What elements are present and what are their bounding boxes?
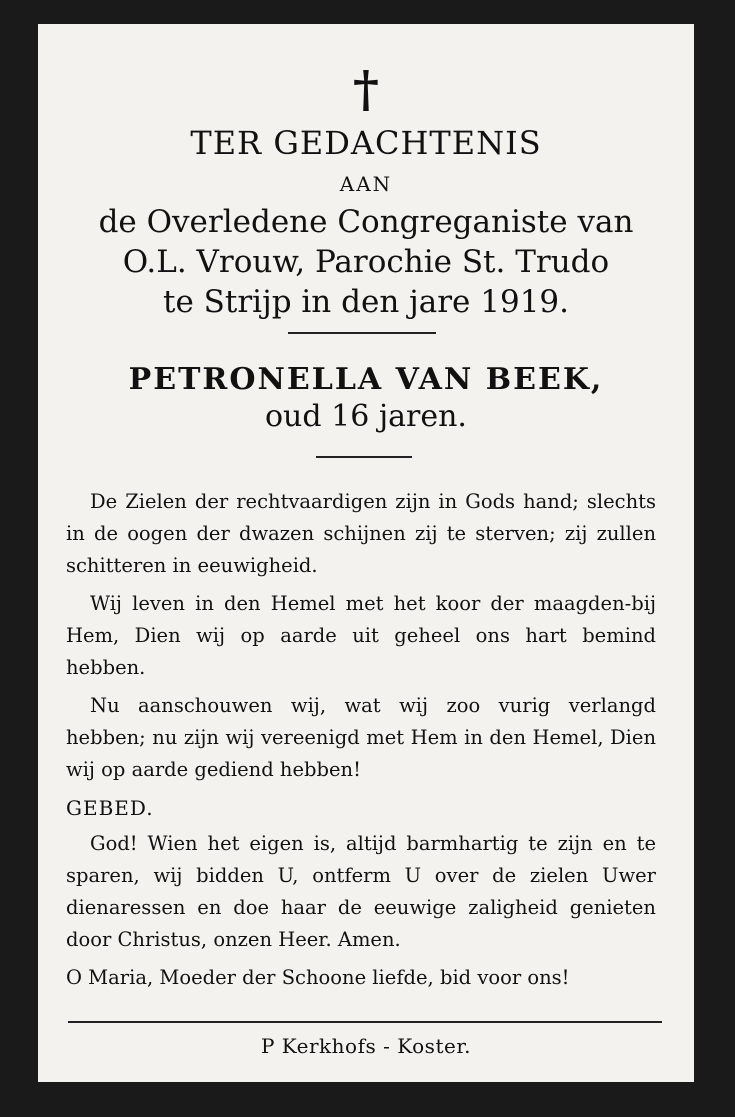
- card-title: TER GEDACHTENIS: [190, 124, 542, 162]
- dedication-line-1: de Overledene Congreganiste van: [98, 204, 634, 240]
- paragraph-1: De Zielen der rechtvaardigen zijn in Gods hand; slechts in de oogen der dwazen schijnen zij te sterven; zij zullen schitteren in eeuwigheid.: [66, 490, 656, 577]
- aan-label: AAN: [339, 172, 393, 196]
- dedication-line-3: te Strijp in den jare 1919.: [163, 284, 569, 320]
- deceased-age: oud 16 jaren.: [265, 399, 467, 434]
- dedication-line-2: O.L. Vrouw, Parochie St. Trudo: [122, 244, 610, 280]
- prayer-text: God! Wien het eigen is, altijd barmhartig te zijn en te sparen, wij bidden U, ontferm U over de zielen Uwer dienaressen en doe haar de eeuwige zaligheid genieten door Christus, onzen Heer. Amen.: [66, 832, 656, 951]
- cross-icon: †: [352, 59, 380, 118]
- closing-invocation: O Maria, Moeder der Schoone liefde, bid voor ons!: [66, 966, 570, 989]
- paragraph-2: Wij leven in den Hemel met het koor der maagden-bij Hem, Dien wij op aarde uit geheel ons hart bemind hebben.: [66, 592, 656, 679]
- card-body: [66, 486, 656, 1000]
- divider-middle: [316, 456, 412, 458]
- prayer-heading: GEBED.: [66, 796, 154, 820]
- memorial-card: [38, 24, 694, 1082]
- divider-top: [288, 332, 436, 334]
- printer-credit: P Kerkhofs - Koster.: [260, 1034, 472, 1058]
- deceased-name: PETRONELLA VAN BEEK,: [128, 362, 604, 397]
- paragraph-3: Nu aanschouwen wij, wat wij zoo vurig verlangd hebben; nu zijn wij vereenigd met Hem in den Hemel, Dien wij op aarde gediend hebben!: [66, 694, 656, 781]
- divider-bottom: [68, 1021, 662, 1023]
